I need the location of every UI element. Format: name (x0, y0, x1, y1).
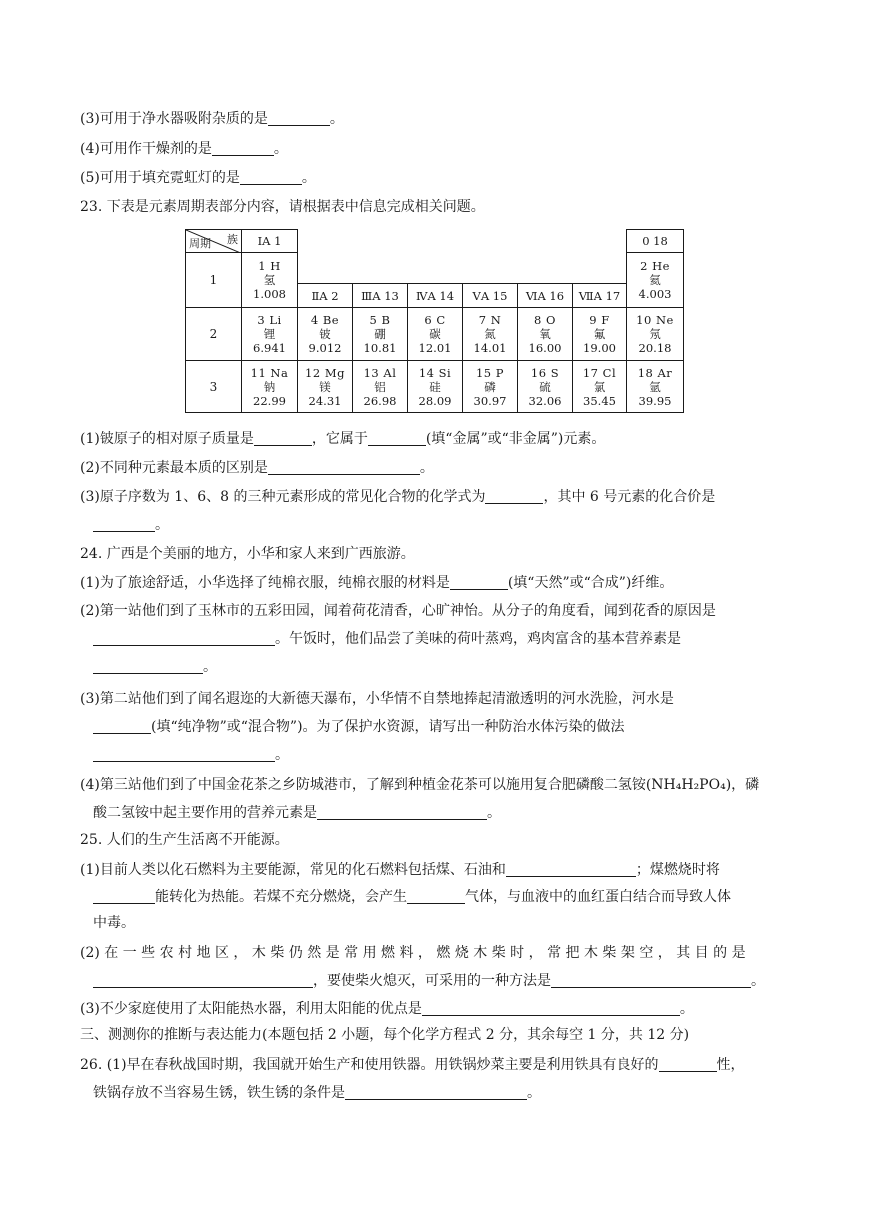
question-text: 。午饭时，他们品尝了美味的荷叶蒸鸡，鸡肉富含的基本营养素是 (275, 631, 681, 647)
element-name: 氢 (263, 273, 276, 287)
period-3: 3 (185, 360, 242, 413)
element-symbol: 9 F (589, 313, 610, 327)
answer-blank[interactable] (93, 631, 275, 646)
question-text: (填“金属”或“非金属”)元素。 (425, 431, 606, 447)
answer-blank[interactable] (93, 719, 151, 734)
element-symbol: 6 C (424, 313, 446, 327)
element-name: 钠 (263, 379, 276, 394)
q25-item-2: (2) 在 一 些 农 村 地 区 ， 木 柴 仍 然 是 常 用 燃 料 ， 燃 烧 木 柴 时 ， 常 把 木 柴 架 空 ， 其 目 的 是 (80, 945, 746, 961)
header-group-13: ⅢA 13 (352, 283, 408, 308)
element-cell-Si (407, 360, 463, 413)
element-cell-P (462, 360, 518, 413)
element-symbol: 2 He (640, 259, 670, 273)
element-symbol: 15 P (475, 365, 505, 380)
q26-item-1-cont (93, 1084, 541, 1102)
q24-item-4-cont (93, 804, 501, 822)
element-symbol: 12 Mg (305, 365, 345, 380)
answer-blank[interactable] (93, 747, 275, 762)
element-mass: 26.98 (363, 393, 397, 408)
q24-stem: 24. 广西是个美丽的地方，小华和家人来到广西旅游。 (80, 546, 415, 562)
element-cell-Ar (626, 360, 684, 413)
element-name: 氦 (649, 273, 661, 287)
element-symbol: 17 Cl (582, 365, 617, 380)
element-symbol: 5 B (369, 313, 391, 327)
q25-stem: 25. 人们的生产生活离不开能源。 (80, 832, 289, 848)
q24-item-3-cont2 (93, 746, 289, 764)
element-name: 铝 (374, 379, 386, 394)
punct: 。 (273, 141, 288, 157)
punct: 。 (329, 111, 344, 127)
question-text: 性， (716, 1057, 745, 1073)
header-group-18: 0 18 (626, 229, 684, 253)
answer-blank[interactable] (254, 431, 312, 446)
question-text: ，其中 6 号元素的化合价是 (543, 489, 716, 505)
question-text: (1)目前人类以化石燃料为主要能源，常见的化石燃料包括煤、石油和 (80, 862, 506, 878)
element-symbol: 18 Ar (637, 365, 673, 380)
question-text: 能转化为热能。若煤不充分燃烧，会产生 (155, 889, 407, 905)
question-text: (4)可用作干燥剂的是 (80, 141, 212, 157)
q25-item-3 (80, 1000, 694, 1018)
element-symbol: 4 Be (310, 313, 340, 327)
q24-item-1 (80, 574, 673, 592)
answer-blank[interactable] (212, 141, 274, 156)
q23-item-3 (80, 488, 715, 506)
element-name: 氩 (649, 379, 661, 394)
question-text: (1)铍原子的相对原子质量是 (80, 431, 254, 447)
answer-blank[interactable] (485, 489, 543, 504)
element-symbol: 13 Al (363, 365, 397, 380)
element-symbol: 11 Na (250, 365, 289, 380)
q23-item-3-cont (93, 516, 169, 534)
answer-blank[interactable] (93, 517, 155, 532)
element-cell-Na (241, 360, 298, 413)
element-cell-Ne (626, 307, 684, 361)
punct: 。 (419, 460, 434, 476)
answer-blank[interactable] (317, 805, 487, 820)
q25-item-1-cont2: 中毒。 (93, 915, 135, 931)
header-group-14: ⅣA 14 (407, 283, 463, 308)
q23-stem: 23. 下表是元素周期表部分内容，请根据表中信息完成相关问题。 (80, 199, 485, 215)
question-text: (1)为了旅途舒适，小华选择了纯棉衣服，纯棉衣服的材料是 (80, 575, 450, 591)
element-mass: 16.00 (528, 341, 562, 355)
element-cell-B (352, 307, 408, 361)
q24-item-2-cont (93, 630, 681, 648)
question-text: 气体，与血液中的血红蛋白结合而导致人体 (465, 889, 731, 905)
question-text: (5)可用于填充霓虹灯的是 (80, 170, 240, 186)
question-text: (2)不同种元素最本质的区别是 (80, 460, 268, 476)
punct: 。 (527, 1085, 541, 1101)
element-name: 氟 (593, 327, 606, 341)
table-corner (185, 229, 242, 253)
punct: 。 (203, 659, 217, 675)
element-mass: 12.01 (418, 341, 452, 355)
element-name: 锂 (263, 327, 276, 341)
q23-item-1 (80, 430, 605, 448)
question-text: (3)原子序数为 1、6、8 的三种元素形成的常见化合物的化学式为 (80, 489, 486, 505)
element-name: 铍 (319, 327, 331, 341)
element-cell-C (407, 307, 463, 361)
element-cell-Be (297, 307, 353, 361)
answer-blank[interactable] (93, 973, 313, 988)
punct: 。 (155, 517, 169, 533)
element-mass: 24.31 (308, 393, 342, 408)
element-symbol: 8 O (534, 313, 556, 327)
element-name: 硅 (429, 379, 441, 394)
answer-blank[interactable] (551, 973, 751, 988)
element-cell-Li (241, 307, 298, 361)
answer-blank[interactable] (268, 111, 330, 126)
answer-blank[interactable] (93, 889, 155, 904)
element-mass: 20.18 (638, 341, 672, 355)
header-group-1: ⅠA 1 (241, 229, 298, 253)
q22-item-5 (80, 169, 316, 187)
periodic-table (185, 229, 684, 413)
question-text: (填“天然”或“合成”)纤维。 (507, 575, 674, 591)
element-cell-N (462, 307, 518, 361)
q25-item-1 (80, 861, 720, 879)
element-name: 氮 (484, 327, 496, 341)
q24-item-2: (2)第一站他们到了玉林市的五彩田园，闻着荷花清香，心旷神怡。从分子的角度看，闻到花香的原因是 (80, 603, 716, 619)
element-cell-S (517, 360, 573, 413)
element-name: 氖 (649, 327, 661, 341)
element-symbol: 16 S (530, 365, 560, 380)
element-cell-He (626, 252, 684, 308)
answer-blank[interactable] (93, 659, 203, 674)
punct: 。 (275, 747, 289, 763)
q26-item-1 (80, 1056, 745, 1074)
element-cell-H (241, 252, 298, 308)
answer-blank[interactable] (450, 575, 508, 590)
period-label: 周期 (189, 237, 211, 250)
element-mass: 19.00 (583, 341, 616, 355)
answer-blank[interactable] (659, 1057, 717, 1072)
answer-blank[interactable] (506, 862, 636, 877)
element-mass: 1.008 (253, 287, 286, 301)
element-mass: 6.941 (253, 341, 286, 355)
element-mass: 4.003 (638, 287, 672, 301)
element-mass: 35.45 (583, 393, 616, 408)
q24-item-4: (4)第三站他们到了中国金花茶之乡防城港市，了解到种植金花茶可以施用复合肥磷酸二氢铵(NH₄H₂PO₄)，磷 (80, 777, 760, 793)
period-1: 1 (185, 252, 242, 308)
element-mass: 32.06 (528, 393, 562, 408)
question-text: 铁锅存放不当容易生锈，铁生锈的条件是 (93, 1085, 345, 1101)
element-mass: 30.97 (473, 393, 507, 408)
punct: 。 (487, 805, 501, 821)
element-symbol: 3 Li (257, 313, 282, 327)
element-cell-F (572, 307, 627, 361)
element-mass: 9.012 (308, 341, 342, 355)
question-text: 26. (1)早在春秋战国时期，我国就开始生产和使用铁器。用铁锅炒菜主要是利用铁具有良好的 (80, 1057, 659, 1073)
element-name: 氧 (539, 327, 551, 341)
q22-item-4 (80, 140, 288, 158)
answer-blank[interactable] (268, 460, 420, 475)
answer-blank[interactable] (407, 889, 465, 904)
question-text: ，要使柴火熄灭，可采用的一种方法是 (313, 973, 551, 989)
element-mass: 10.81 (363, 341, 397, 355)
element-cell-Cl (572, 360, 627, 413)
q24-item-3-cont (93, 718, 625, 736)
q25-item-1-cont (93, 888, 731, 906)
element-symbol: 14 Si (418, 365, 452, 380)
header-group-2: ⅡA 2 (297, 283, 353, 308)
element-name: 氯 (593, 379, 606, 394)
period-2: 2 (185, 307, 242, 361)
answer-blank[interactable] (240, 170, 302, 185)
section-3-heading: 三、测测你的推断与表达能力(本题包括 2 小题，每个化学方程式 2 分，其余每空 1 分，共 12 分) (80, 1027, 690, 1043)
group-label: 族 (227, 233, 238, 246)
header-group-15: ⅤA 15 (462, 283, 518, 308)
element-name: 磷 (484, 379, 496, 394)
question-text: ，它属于 (311, 431, 368, 447)
question-text: (3)不少家庭使用了太阳能热水器，利用太阳能的优点是 (80, 1001, 422, 1017)
answer-blank[interactable] (368, 431, 426, 446)
question-text: ；煤燃烧时将 (635, 862, 720, 878)
q23-item-2 (80, 459, 434, 477)
q24-item-3: (3)第二站他们到了闻名遐迩的大新德天瀑布，小华情不自禁地捧起清澈透明的河水洗脸，河水是 (80, 691, 674, 707)
q22-item-3 (80, 110, 344, 128)
element-name: 硫 (539, 379, 551, 394)
punct: 。 (679, 1001, 694, 1017)
q25-item-2-cont (93, 972, 765, 990)
element-mass: 14.01 (473, 341, 507, 355)
question-text: (3)可用于净水器吸附杂质的是 (80, 111, 268, 127)
element-name: 硼 (374, 327, 386, 341)
element-symbol: 1 H (258, 259, 281, 273)
header-group-17: ⅦA 17 (572, 283, 627, 308)
answer-blank[interactable] (345, 1085, 527, 1100)
punct: 。 (301, 170, 316, 186)
element-cell-O (517, 307, 573, 361)
header-group-16: ⅥA 16 (517, 283, 573, 308)
question-text: 酸二氢铵中起主要作用的营养元素是 (93, 805, 317, 821)
element-name: 镁 (319, 379, 331, 394)
element-cell-Al (352, 360, 408, 413)
element-mass: 28.09 (418, 393, 452, 408)
element-mass: 39.95 (638, 393, 672, 408)
question-text: (填“纯净物”或“混合物”)。为了保护水资源，请写出一种防治水体污染的做法 (151, 719, 625, 735)
answer-blank[interactable] (422, 1001, 680, 1016)
element-name: 碳 (429, 327, 441, 341)
element-cell-Mg (297, 360, 353, 413)
q24-item-2-cont2 (93, 658, 217, 676)
punct: 。 (751, 973, 765, 989)
element-symbol: 7 N (478, 313, 502, 327)
element-symbol: 10 Ne (636, 313, 674, 327)
element-mass: 22.99 (253, 393, 286, 408)
